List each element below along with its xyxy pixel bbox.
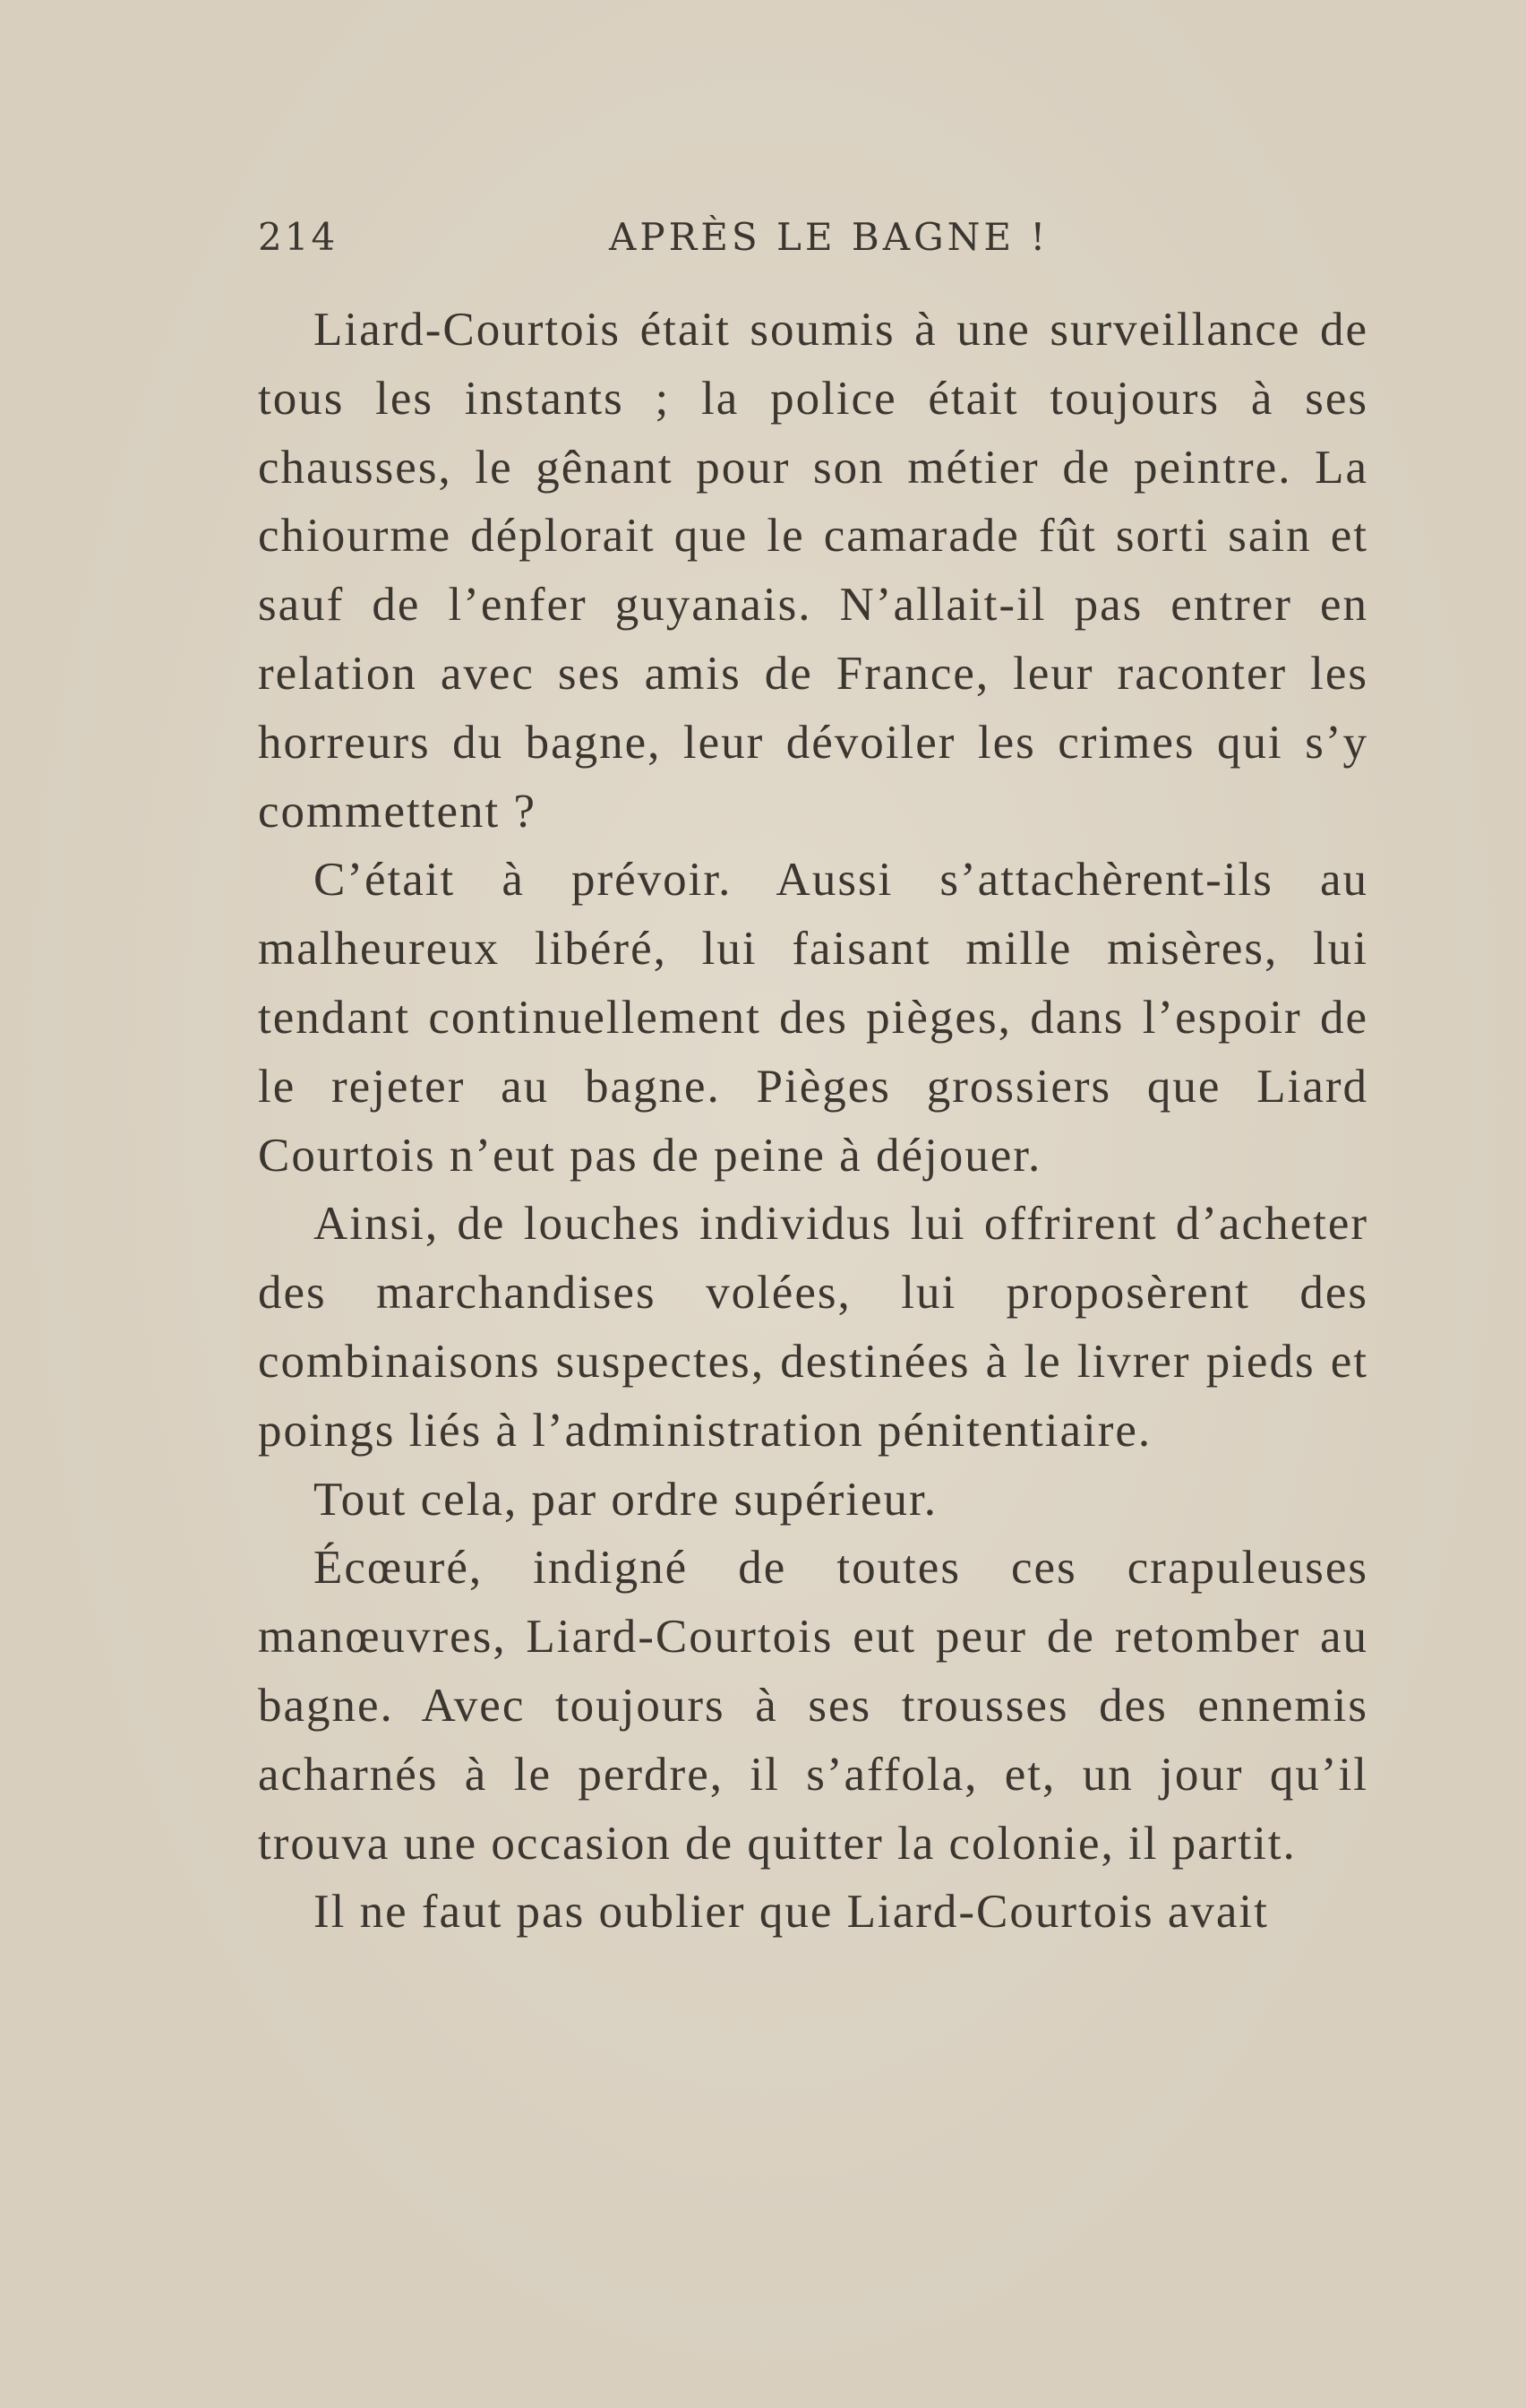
paragraph: Tout cela, par ordre supérieur. [313, 1473, 938, 1526]
page-header [258, 215, 1368, 269]
paragraph: Liard-Courtois était soumis à une surveillance de tous les instants ; la police était toujours à ses chausses, le gênant pour son métier de peintre. La chiourme déplorait que le camarade fût sorti sain et sauf de l’enfer guyanais. N’allait-il pas entrer en relation avec ses amis de France, leur raconter les horreurs du bagne, leur dévoiler les crimes qui s’y commettent ? [258, 304, 1368, 838]
body-text [258, 296, 1368, 1947]
paragraph: Écœuré, indigné de toutes ces crapuleuses manœuvres, Liard-Courtois eut peur de retomber au bagne. Avec toujours à ses trousses des ennemis acharnés à le perdre, il s’affola, et, un jour qu’il trouva une occasion de quitter la colonie, il partit. [258, 1542, 1368, 1870]
paragraph: C’était à prévoir. Aussi s’attachèrent-ils au malheureux libéré, lui faisant mille misères, lui tendant continuellement des pièges, dans l’espoir de le rejeter au bagne. Pièges grossiers que Liard Courtois n’eut pas de peine à déjouer. [258, 854, 1368, 1182]
paragraph: Ainsi, de louches individus lui offrirent d’acheter des marchandises volées, lui proposèrent des combinaisons suspectes, destinées à le livrer pieds et poings liés à l’administration pénitentiaire. [258, 1198, 1368, 1457]
paragraph: Il ne faut pas oublier que Liard-Courtois avait [313, 1886, 1269, 1939]
running-title: APRÈS LE BAGNE ! [609, 215, 1050, 259]
page-number: 214 [258, 215, 339, 259]
